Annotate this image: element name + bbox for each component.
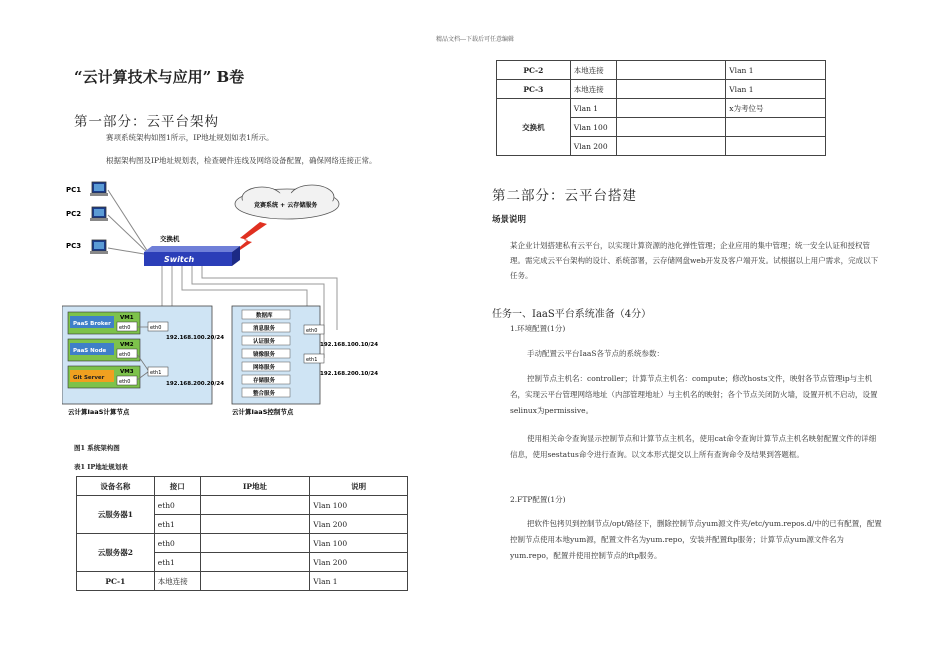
service-6: 整合服务 [253,391,276,397]
item1-p3: 使用相关命令查询显示控制节点和计算节点主机名，使用cat命令查询计算节点主机名映射配置文件的详细信息，使用sestatus命令进行查询。以文本形式提交以上所有查询命令及结果到答题框。 [510,434,877,459]
control-ip1: 192.168.100.10/24 [320,342,379,348]
part1-heading: 第一部分：云平台架构 [74,114,219,130]
service-3: 镜像服务 [253,352,276,358]
service-2: 认证服务 [253,339,276,345]
scene-text: 某企业计划搭建私有云平台，以实现计算资源的池化弹性管理；企业应用的集中管理；统一安全认证和授权管理。需完成云平台架构的设计、系统部署，云存储网盘web开发及客户端开发。试根据以上用户需求，完成以下任务。 [510,241,879,280]
figure-caption: 图1 系统架构图 [74,444,120,452]
compute-ip2: 192.168.200.20/24 [166,381,225,387]
note-cell: Vlan 1 [726,61,826,80]
pc3-icon [90,240,108,254]
vm1-name: PaaS Broker [73,321,111,327]
cloud-label: 竞赛系统 + 云存储服务 [254,202,318,209]
item2-p1: 把软件包拷贝到控制节点/opt/路径下，删除控制节点yum源文件夹/etc/yum.repos.d/中的已有配置，配置控制节点使用本地yum源，配置文件名为yum.repo，安装并配置ftp服务；计算节点yum源文件名为yum.repo，配置并使用控制节点的ftp服务。 [510,519,882,560]
scene-title: 场景说明 [492,215,527,225]
compute-caption: 云计算IaaS计算节点 [68,408,130,416]
ip-cell [200,534,310,553]
ip-cell [616,99,726,118]
ip-cell [200,572,310,591]
interface-cell: Vlan 100 [570,118,616,137]
ip-cell [200,515,310,534]
note-cell: Vlan 1 [310,572,408,591]
server2-cell: 云服务器2 [77,534,155,572]
control-caption: 云计算IaaS控制节点 [232,408,294,416]
note-cell: Vlan 1 [726,80,826,99]
vm3-eth: eth0 [119,379,131,385]
interface-cell: eth0 [154,534,200,553]
switch-label: Switch [164,255,195,264]
compute-eth1: eth1 [150,370,162,376]
interface-cell: eth0 [154,496,200,515]
pc2-label: PC2 [66,210,82,218]
table-header-interface: 接口 [154,477,200,496]
header-note: 精品文档---下载后可任意编辑 [435,36,515,43]
vm2-name: PaaS Node [73,348,107,354]
table-header-row [77,477,408,496]
item1-p1: 手动配置云平台IaaS各节点的系统参数： [527,349,665,358]
ip-cell [616,137,726,156]
interface-cell: eth1 [154,553,200,572]
ip-cell [200,496,310,515]
table-header-ip: IP地址 [200,477,310,496]
pc2-icon [90,207,108,221]
pc1-cell: PC-1 [77,572,155,591]
interface-cell: 本地连接 [154,572,200,591]
pc3-label: PC3 [66,242,82,250]
interface-cell: 本地连接 [570,80,616,99]
interface-cell: 本地连接 [570,61,616,80]
control-ip2: 192.168.200.10/24 [320,371,379,377]
item1-title: 1.环境配置(1分) [510,324,566,333]
item2-title: 2.FTP配置(1分) [510,495,566,504]
switch-title: 交换机 [160,235,180,243]
vm1-eth: eth0 [119,325,131,331]
table-header-note: 说明 [310,477,408,496]
document-title: “云计算技术与应用” B卷 [74,68,245,86]
service-1: 消息服务 [253,326,276,332]
note-cell: Vlan 100 [310,496,408,515]
part2-heading: 第二部分：云平台搭建 [492,188,637,204]
part1-para2: 根据架构图及IP地址规划表，检查硬件连线及网络设备配置，确保网络连接正常。 [106,156,377,165]
ip-plan-table-part2 [496,60,826,156]
pc1-icon [90,182,108,196]
service-4: 网络服务 [253,365,276,371]
ip-cell [616,61,726,80]
note-cell: Vlan 200 [310,553,408,572]
ip-plan-table-part1 [76,476,408,591]
interface-cell: Vlan 1 [570,99,616,118]
interface-cell: eth1 [154,515,200,534]
switch-cell: 交换机 [497,99,571,156]
server1-cell: 云服务器1 [77,496,155,534]
part1-para1: 赛项系统架构如图1所示，IP地址规划如表1所示。 [106,133,274,142]
pc2-cell: PC-2 [497,61,571,80]
vm3-label: VM3 [120,369,134,375]
note-cell: Vlan 200 [310,515,408,534]
table-row [497,99,826,118]
vm1-label: VM1 [120,315,134,321]
ip-cell [616,80,726,99]
table-header-device: 设备名称 [77,477,155,496]
control-eth0: eth0 [306,328,318,334]
item1-p2: 控制节点主机名：controller；计算节点主机名：compute；修改hosts文件，映射各节点管理ip与主机名，实现云平台管理网络地址（内部管理地址）与主机名的映射；各个节点关闭防火墙，设置开机不启动，设置selinux为permissive。 [510,374,878,415]
table-caption: 表1 IP地址规划表 [74,463,128,471]
note-cell: x为考位号 [726,99,826,118]
task-title: 任务一、IaaS平台系统准备（4分） [492,309,652,320]
table-row [77,496,408,515]
pc1-label: PC1 [66,186,82,194]
compute-eth0: eth0 [150,325,162,331]
interface-cell: Vlan 200 [570,137,616,156]
ip-cell [616,118,726,137]
table-row [77,534,408,553]
table-row [497,80,826,99]
vm2-label: VM2 [120,342,134,348]
vm2-eth: eth0 [119,352,131,358]
vm3-name: Git Server [73,375,105,381]
service-5: 存储服务 [253,378,276,384]
control-eth1: eth1 [306,357,318,363]
note-cell: Vlan 100 [310,534,408,553]
table-row [497,61,826,80]
architecture-diagram [62,180,422,420]
ip-cell [200,553,310,572]
note-cell [726,118,826,137]
service-0: 数据库 [256,313,273,319]
compute-ip1: 192.168.100.20/24 [166,335,225,341]
pc3-cell: PC-3 [497,80,571,99]
note-cell [726,137,826,156]
table-row [77,572,408,591]
